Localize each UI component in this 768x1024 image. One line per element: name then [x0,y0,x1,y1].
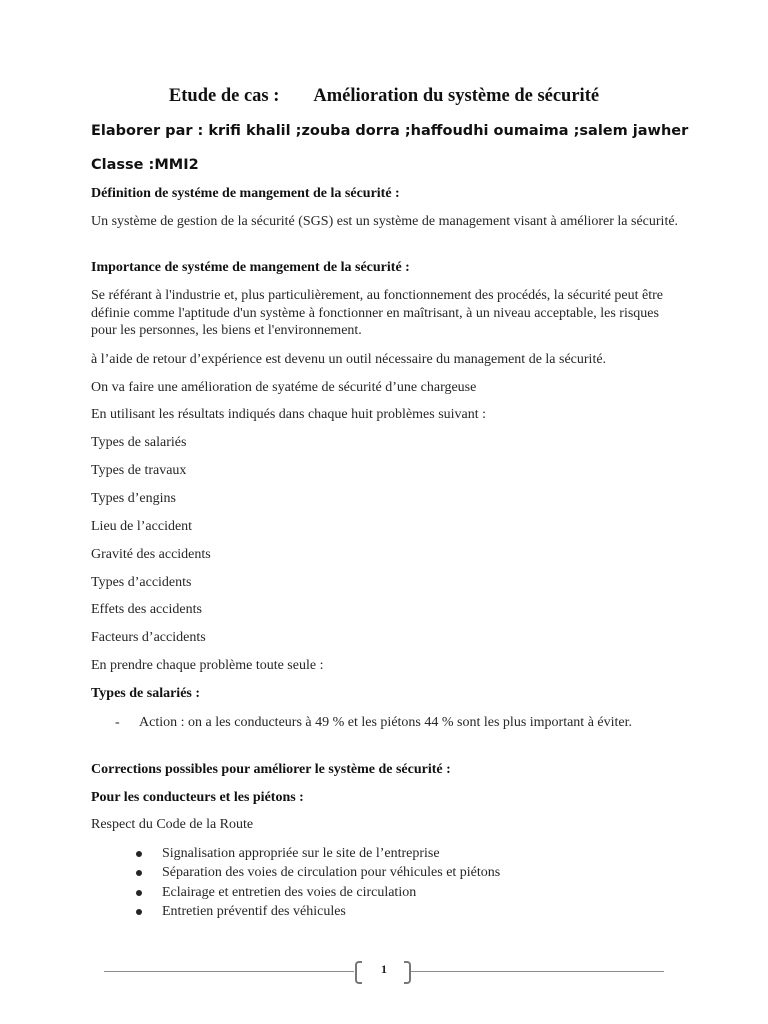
list-item-text: Séparation des voies de circulation pour véhicules et piétons [162,865,501,881]
salaries-heading: Types de salariés : [91,686,201,701]
resultats-paragraph: En utilisant les résultats indiqués dans chaque huit problèmes suivant : [91,407,487,422]
corrections-heading: Corrections possibles pour améliorer le système de sécurité : [91,762,451,777]
problem-item: Gravité des accidents [91,547,211,562]
problem-item: Types d’accidents [91,575,192,590]
action-text: Action : on a les conducteurs à 49 % et les piétons 44 % sont les plus important à éviter. [139,715,633,730]
page-bracket-left [355,961,362,984]
document-title [0,86,768,107]
problem-item: Types de salariés [91,435,187,450]
problem-item: Types de travaux [91,463,187,478]
bullet-icon [136,851,142,857]
list-item [132,883,500,902]
bullet-icon [136,870,142,876]
page-bracket-right [404,961,411,984]
footer-rule-right [411,971,664,972]
problem-item: Types d’engins [91,491,176,506]
title-subject: Amélioration du système de sécurité [313,86,600,106]
amelioration-paragraph: On va faire une amélioration de syatéme de sécurité d’une chargeuse [91,380,477,395]
bullet-icon [136,909,142,915]
authors-line: Elaborer par : krifi khalil ;zouba dorra ;haffoudhi oumaima ;salem jawher [91,123,689,139]
list-item-text: Entretien préventif des véhicules [162,903,346,919]
importance-heading: Importance de systéme de mangement de la sécurité : [91,260,410,275]
problem-item: Facteurs d’accidents [91,630,206,645]
problem-item: Effets des accidents [91,602,202,617]
page-number: 1 [381,962,387,976]
intro-each-problem: En prendre chaque problème toute seule : [91,658,324,673]
list-item-text: Eclairage et entretien des voies de circulation [162,884,417,900]
dash-marker: - [115,715,120,730]
definition-heading: Définition de systéme de mangement de la sécurité : [91,186,400,201]
class-line: Classe :MMI2 [91,157,199,173]
respect-code-text: Respect du Code de la Route [91,817,254,832]
problem-item: Lieu de l’accident [91,519,193,534]
list-item [132,844,500,863]
measures-list [132,844,500,921]
footer-rule-left [104,971,354,972]
bullet-icon [136,890,142,896]
title-case-study: Etude de cas : [168,86,280,106]
retour-paragraph: à l’aide de retour d’expérience est devenu un outil nécessaire du management de la sécurité. [91,352,607,367]
list-item [132,863,500,882]
importance-text: Se référant à l'industrie et, plus particulièrement, au fonctionnement des procédés, la sécurité peut être définie comme l'aptitude d'un système à fonctionner en maîtrisant, à un niveau acceptable, les risques pour les personnes, les biens et l'environnement. [91,288,664,338]
drivers-heading: Pour les conducteurs et les piétons : [91,790,304,805]
list-item [132,902,500,921]
definition-text: Un système de gestion de la sécurité (SGS) est un système de management visant à améliorer la sécurité. [91,214,679,229]
list-item-text: Signalisation appropriée sur le site de l’entreprise [162,846,440,861]
